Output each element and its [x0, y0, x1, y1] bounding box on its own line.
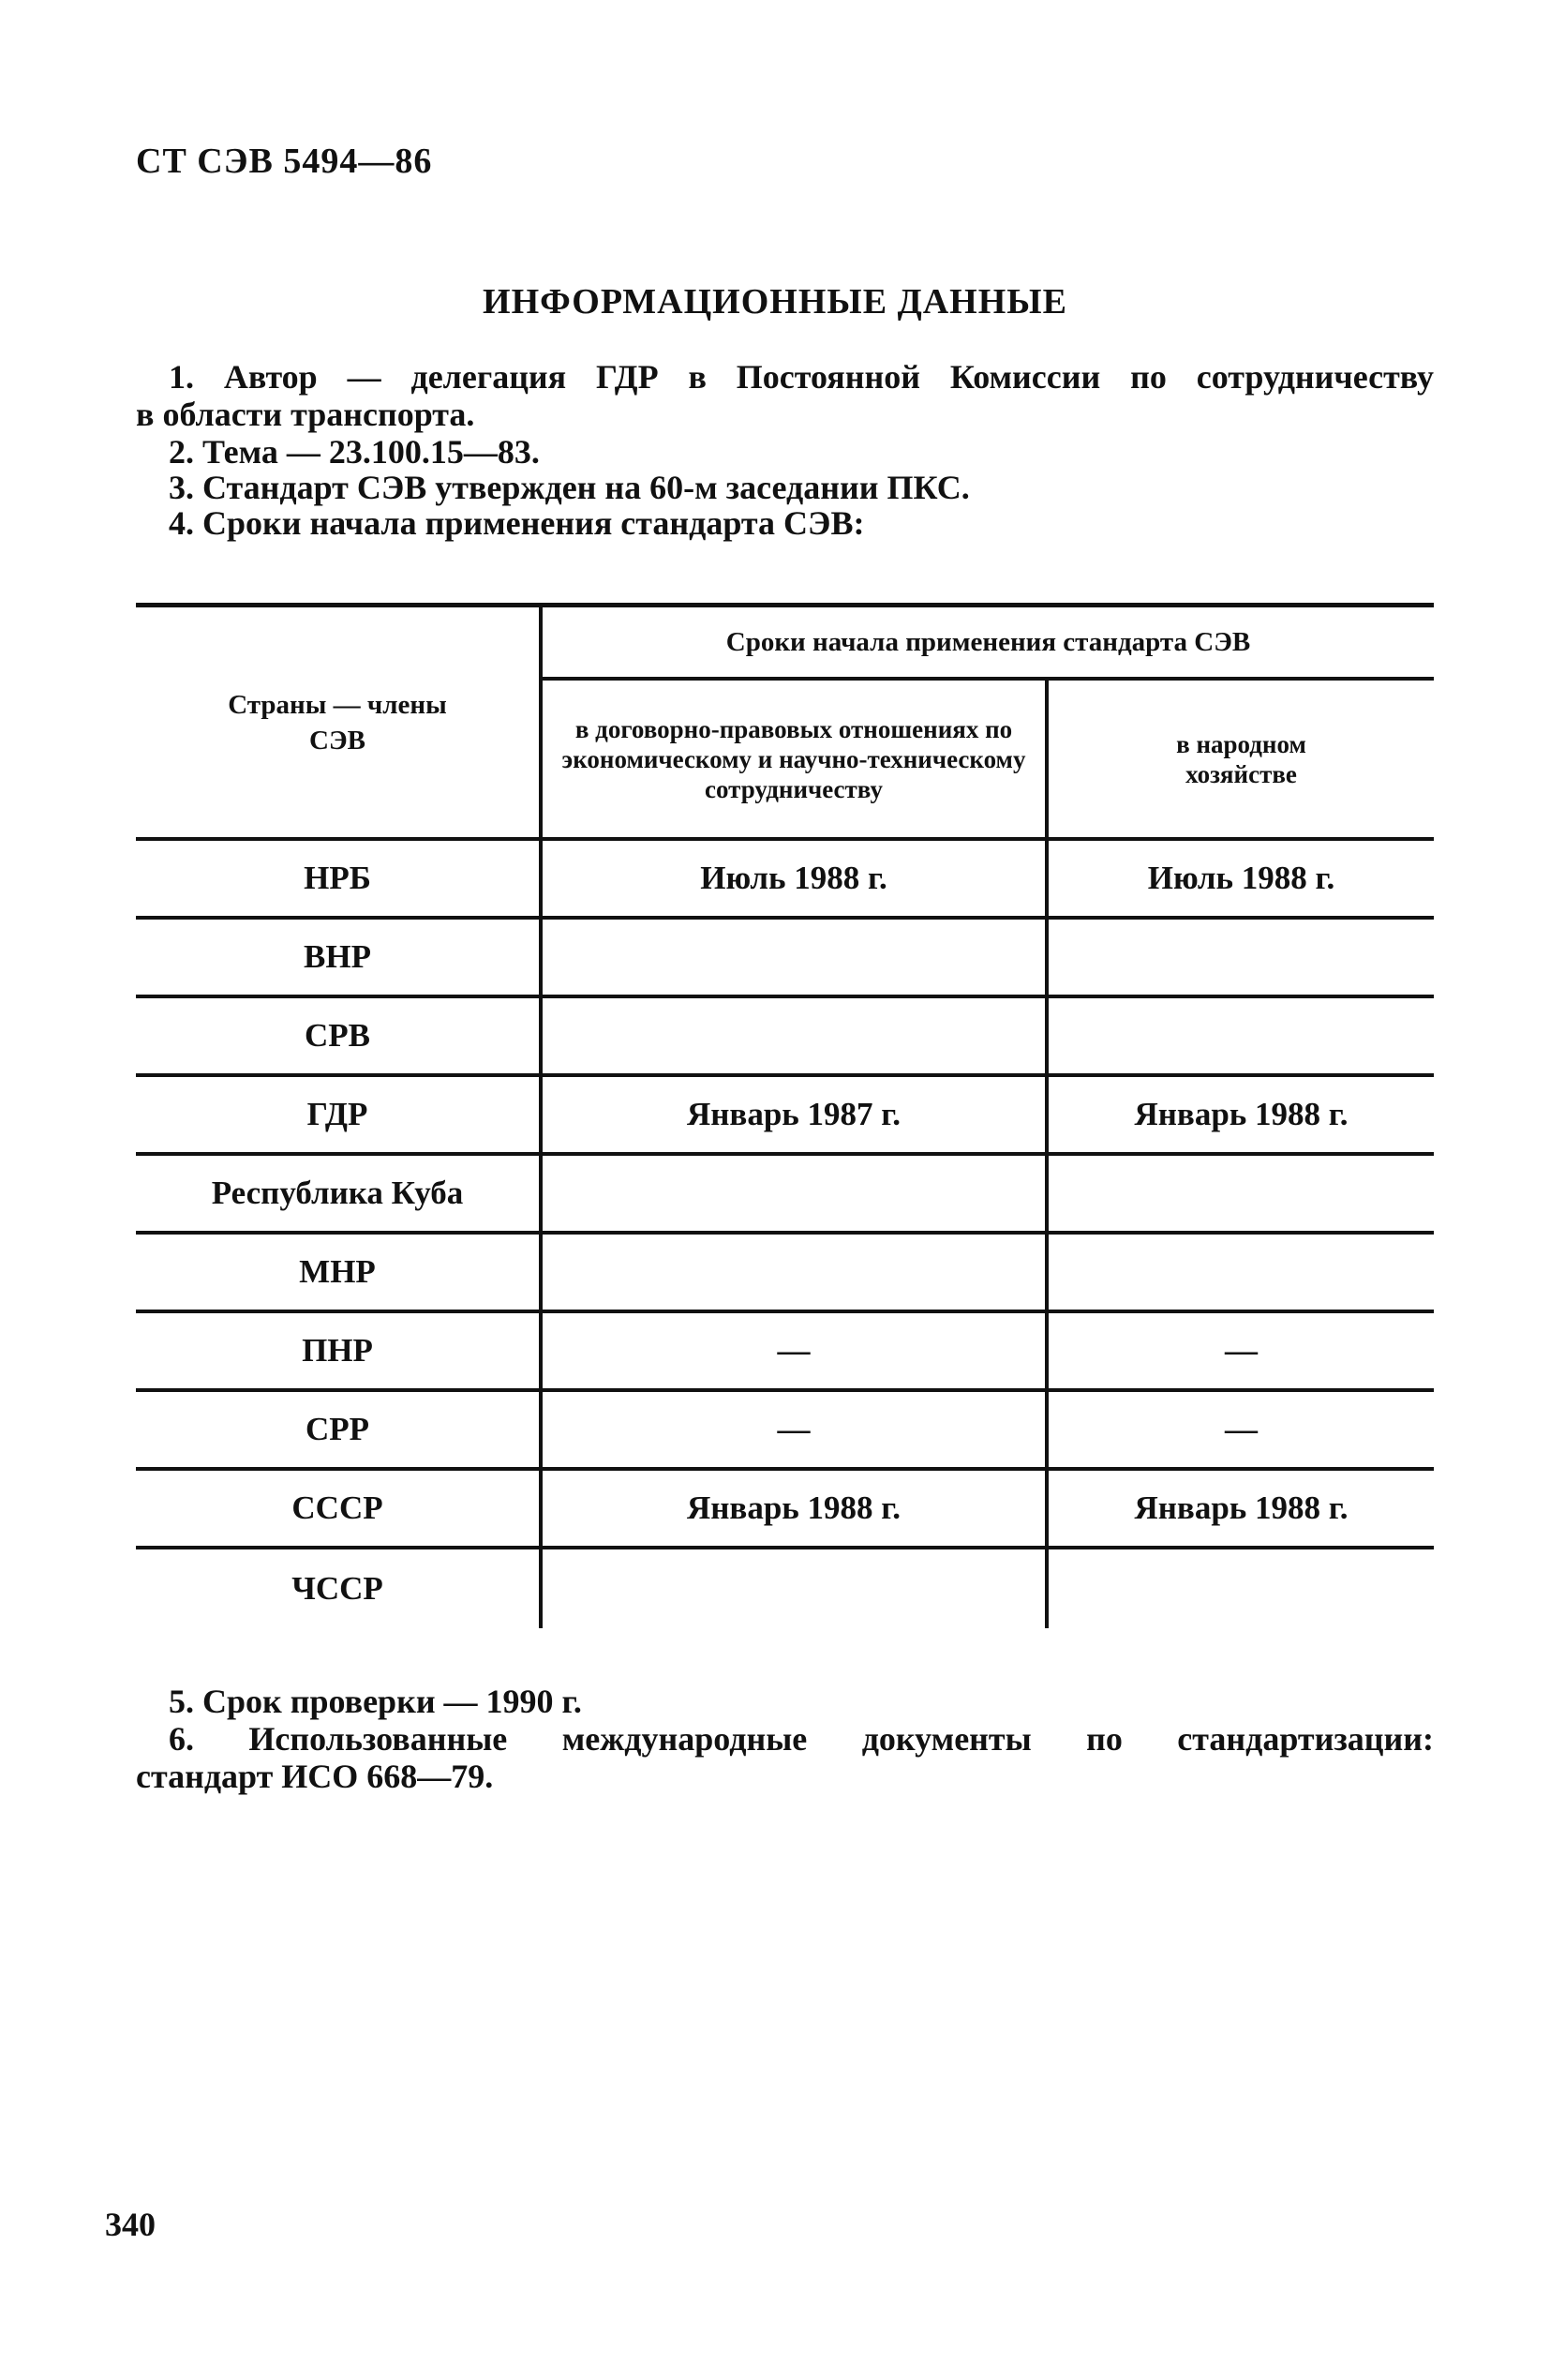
table-row — [136, 1469, 1434, 1548]
document-code: СТ СЭВ 5494—86 — [136, 142, 433, 181]
economy-date-cell: Январь 1988 г. — [1047, 1469, 1434, 1548]
economy-column-header: в народном хозяйстве — [1047, 679, 1434, 839]
economy-date-cell — [1047, 1154, 1434, 1233]
table-row — [136, 1233, 1434, 1311]
contract-date-cell — [541, 996, 1047, 1075]
country-cell: ГДР — [136, 1075, 541, 1154]
country-cell: ЧССР — [291, 1570, 383, 1607]
item-3: 3. Стандарт СЭВ утвержден на 60-м заседании ПКС. — [169, 469, 970, 506]
contract-date-cell: Январь 1988 г. — [541, 1469, 1047, 1548]
table-row — [136, 1390, 1434, 1469]
table-row — [136, 1311, 1434, 1390]
table-row — [136, 1548, 1434, 1628]
country-cell: СРР — [136, 1390, 541, 1469]
country-cell: СССР — [136, 1469, 541, 1548]
economy-date-cell — [1047, 1233, 1434, 1311]
table-row — [136, 1154, 1434, 1233]
table-row — [136, 839, 1434, 918]
item-1-line-2: в области транспорта. — [136, 396, 475, 433]
table-row — [136, 918, 1434, 996]
country-cell: ВНР — [136, 918, 541, 996]
economy-date-cell — [1047, 1548, 1434, 1628]
contract-date-cell: — — [541, 1311, 1047, 1390]
item-6-line-1: 6. Использованные международные документы по стандартизации: — [169, 1720, 1434, 1758]
item-6-line-2: стандарт ИСО 668—79. — [136, 1758, 494, 1795]
economy-date-cell: — — [1047, 1390, 1434, 1469]
country-column-header: Страны — члены СЭВ — [136, 606, 541, 840]
contract-date-cell — [541, 1154, 1047, 1233]
contract-date-cell — [541, 1548, 1047, 1628]
contract-date-cell — [541, 918, 1047, 996]
contract-date-cell: Июль 1988 г. — [541, 839, 1047, 918]
contract-column-header: в договорно-правовых отношениях по экономическому и научно-техническому сотрудничеству — [541, 679, 1047, 839]
economy-date-cell: — — [1047, 1311, 1434, 1390]
deadlines-group-header: Сроки начала применения стандарта СЭВ — [541, 606, 1434, 680]
item-1-line-1: 1. Автор — делегация ГДР в Постоянной Комиссии по сотрудничеству — [169, 358, 1434, 396]
contract-date-cell: — — [541, 1390, 1047, 1469]
item-5: 5. Срок проверки — 1990 г. — [169, 1683, 582, 1720]
economy-date-cell — [1047, 996, 1434, 1075]
page-number: 340 — [105, 2206, 156, 2243]
section-title: ИНФОРМАЦИОННЫЕ ДАННЫЕ — [483, 282, 1067, 322]
deadlines-table — [136, 603, 1434, 1628]
country-cell: НРБ — [136, 839, 541, 918]
table-row — [136, 1075, 1434, 1154]
contract-date-cell — [541, 1233, 1047, 1311]
item-4: 4. Сроки начала применения стандарта СЭВ: — [169, 504, 865, 542]
economy-date-cell: Июль 1988 г. — [1047, 839, 1434, 918]
contract-date-cell: Январь 1987 г. — [541, 1075, 1047, 1154]
economy-date-cell: Январь 1988 г. — [1047, 1075, 1434, 1154]
country-cell: ПНР — [136, 1311, 541, 1390]
table-row — [136, 996, 1434, 1075]
economy-date-cell — [1047, 918, 1434, 996]
item-2: 2. Тема — 23.100.15—83. — [169, 433, 540, 471]
country-cell: СРВ — [136, 996, 541, 1075]
country-cell: Республика Куба — [136, 1154, 541, 1233]
country-cell: МНР — [136, 1233, 541, 1311]
